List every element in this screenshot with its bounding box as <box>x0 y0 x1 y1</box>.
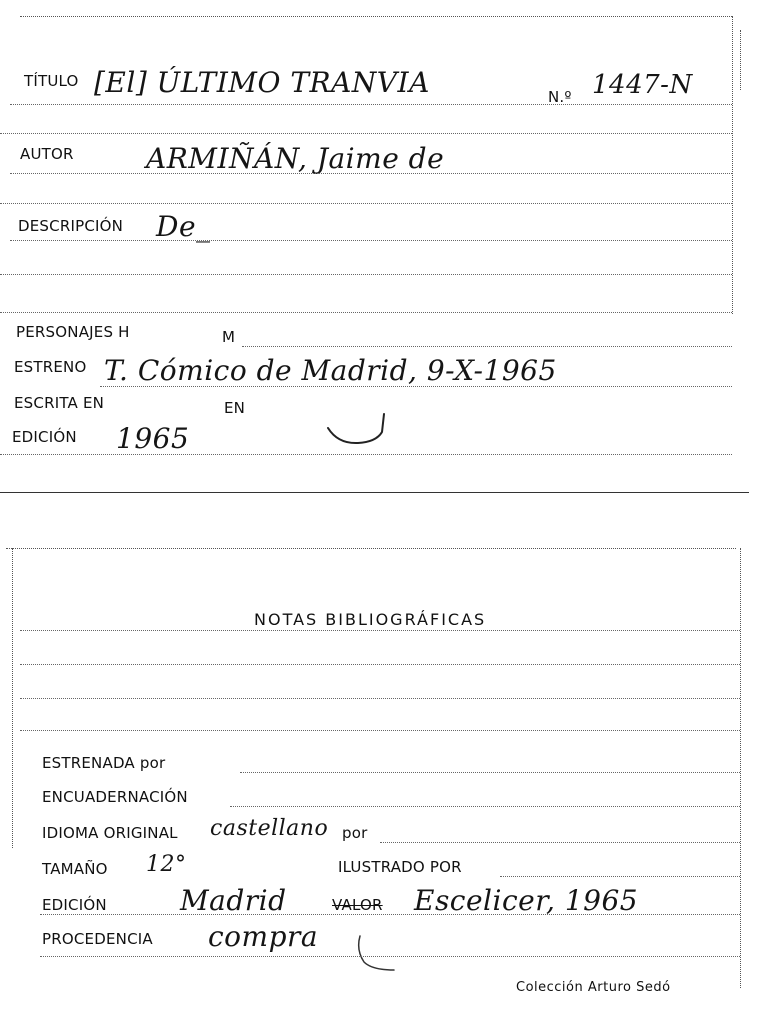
back-edicion-label: EDICIÓN <box>42 896 107 914</box>
personajes-label: PERSONAJES H <box>16 323 130 341</box>
descripcion-label: DESCRIPCIÓN <box>18 217 124 235</box>
idioma-value: castellano <box>210 816 329 841</box>
procedencia-label: PROCEDENCIA <box>42 930 153 948</box>
estreno-rule <box>100 386 732 387</box>
idioma-por-label: por <box>342 824 368 842</box>
encuadernacion-rule <box>230 806 740 807</box>
ilustrado-rule <box>500 876 740 877</box>
card-right-edge-shadow <box>740 30 741 90</box>
ilustrado-label: ILUSTRADO POR <box>338 858 462 876</box>
back-edicion-value: Madrid <box>180 884 287 917</box>
card-top-edge <box>20 16 732 17</box>
autor-value: ARMIÑÁN, Jaime de <box>146 142 445 175</box>
catalog-card-back <box>0 540 759 1028</box>
encuadernacion-label: ENCUADERNACIÓN <box>42 788 188 806</box>
card-back-top-edge <box>6 548 736 549</box>
pen-stroke-mark-back <box>352 932 412 972</box>
edicion-value: 1965 <box>116 422 190 455</box>
notas-heading: NOTAS BIBLIOGRÁFICAS <box>254 610 487 629</box>
notas-rule-1 <box>20 630 740 631</box>
catalog-card-front <box>0 0 759 492</box>
titulo-label: TÍTULO <box>24 72 79 90</box>
procedencia-value: compra <box>208 920 319 953</box>
edicion-label: EDICIÓN <box>12 428 77 446</box>
descripcion-value: De_ <box>156 210 211 243</box>
section-rule-3 <box>0 312 732 313</box>
back-edicion-rule <box>40 914 740 915</box>
estrenada-rule <box>240 772 740 773</box>
notas-rule-4 <box>20 730 740 731</box>
tamano-label: TAMAÑO <box>42 860 108 878</box>
card-right-edge <box>732 16 733 314</box>
card-back-left-edge <box>12 548 13 848</box>
numero-label: N.º <box>548 88 572 106</box>
card-separator <box>0 492 749 493</box>
estrenada-label: ESTRENADA por <box>42 754 166 772</box>
numero-value: 1447-N <box>592 70 693 100</box>
descripcion-rule-2 <box>0 274 732 275</box>
section-rule-1 <box>0 133 732 134</box>
personajes-m-label: M <box>222 328 236 346</box>
estreno-label: ESTRENO <box>14 358 87 376</box>
back-edicion-publisher: Escelicer, 1965 <box>414 884 639 917</box>
procedencia-rule <box>40 956 740 957</box>
section-rule-2 <box>0 203 732 204</box>
edicion-rule <box>0 454 732 455</box>
titulo-rule <box>10 104 732 105</box>
autor-label: AUTOR <box>20 145 74 163</box>
estreno-value: T. Cómico de Madrid, 9-X-1965 <box>104 354 557 387</box>
notas-rule-2 <box>20 664 740 665</box>
titulo-value: [El] ÚLTIMO TRANVIA <box>94 66 430 99</box>
escrita-label: ESCRITA EN <box>14 394 105 412</box>
idioma-rule <box>380 842 740 843</box>
pen-stroke-mark <box>324 410 394 450</box>
idioma-label: IDIOMA ORIGINAL <box>42 824 178 842</box>
notas-rule-3 <box>20 698 740 699</box>
descripcion-rule-1 <box>10 240 732 241</box>
valor-label: VALOR <box>332 896 383 914</box>
tamano-value: 12° <box>146 852 187 877</box>
escrita-en-label: EN <box>224 399 246 417</box>
personajes-rule <box>242 346 732 347</box>
coleccion-stamp: Colección Arturo Sedó <box>516 980 671 995</box>
autor-rule <box>10 173 732 174</box>
card-back-right-edge <box>740 548 741 988</box>
